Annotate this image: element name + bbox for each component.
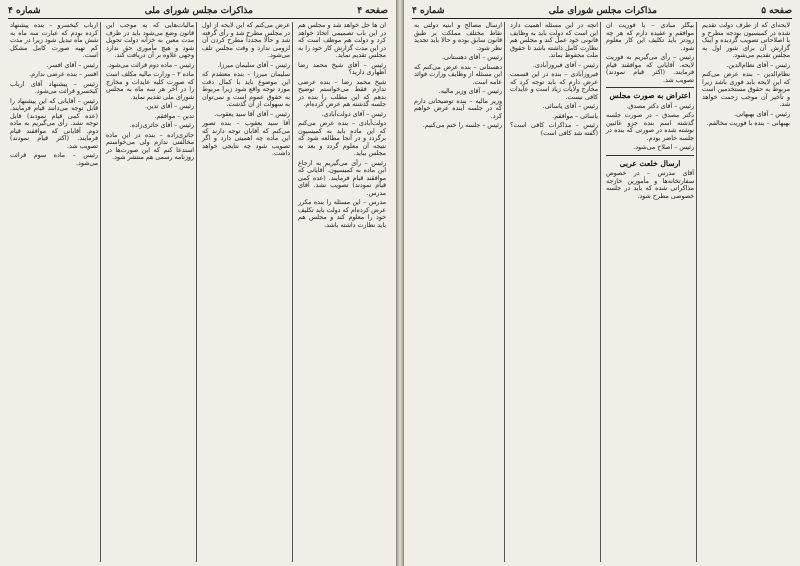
paragraph: رئیس – آقای نظام‌الدین.	[726, 61, 790, 69]
paragraph: شیخ محمد رضا – بنده عرضی ندارم فقط می‌خواستم توضیح بدهم که این مطلب را بنده در جلسه گذشته هم عرض کرده‌ام.	[298, 78, 386, 108]
paragraph: حائری‌زاده – بنده در این ماده مخالفتی ندارم ولی می‌خواستم استدعا کنم که این صورت‌ها در روزنامه رسمی هم منتشر شود.	[106, 131, 194, 161]
book-gutter	[396, 0, 404, 566]
paragraph: رئیس – آقای سلیمان میرزا.	[217, 61, 290, 69]
paragraph: رئیس – مذاکرات کافی است؟ (گفته شد کافی است)	[510, 122, 598, 137]
paragraph: رئیس – آقای افسر.	[46, 61, 98, 69]
paragraph: رئیس – آقای وزیر مالیه.	[438, 88, 502, 95]
paragraph: دکتر مصدق – در صورت جلسه گذشته اسم بنده جزو غائبین نوشته شده در صورتی که بنده در جلسه حاضر بودم.	[606, 112, 694, 142]
paragraph: عرض می‌کنم که این لایحه از اول در مجلس مطرح شد و رأی گرفته شد و حالا مجدداً مطرح کردن آن لزومی ندارد و وقت مجلس تلف می‌شود.	[202, 22, 290, 59]
paragraph: بیگلر مبادی – با فوریت آن موافقم و عقیده دارم که هر چه زودتر باید تکلیف این کار معلوم شود.	[606, 22, 694, 52]
page-right-column-2	[604, 22, 697, 562]
paragraph: رئیس – آقای بهبهانی.	[734, 110, 790, 118]
paragraph: آقا سید یعقوب – بنده تصور می‌کنم که آقایان توجه دارند که این ماده چه اهمیتی دارد و اگر تصویب شود چه نتایجی خواهد داشت.	[202, 120, 290, 157]
page-right-title: مذاکرات مجلس شورای ملی	[548, 6, 657, 16]
page-right-header	[412, 4, 792, 19]
paragraph: فیروزآبادی – بنده در این قسمت عرض دارم که باید توجه کرد که مخارج ولایات زیاد است و عایدات کافی نیست.	[510, 71, 598, 101]
page-right-page-label: صفحه ۵	[761, 6, 792, 16]
paragraph: رئیس – آقای دکتر مصدق.	[626, 102, 694, 110]
paragraph: ماده ۲ – وزارت مالیه مکلف است که صورت کلیه عایدات و مخارج را در آخر هر سه ماه به مجلس شورای ملی تقدیم نماید.	[106, 71, 194, 101]
paragraph: رئیس – آقای یاسائی.	[542, 103, 598, 110]
section-divider	[606, 87, 694, 88]
section-divider	[606, 155, 694, 156]
paragraph: رئیس – اصلاح می‌شود.	[633, 144, 694, 151]
page-left-column-4	[8, 22, 101, 562]
paragraph: آنچه در این مسئله اهمیت دارد این است که دولت باید به وظایف قانونی خود عمل کند و مجلس هم نظارت کامل داشته باشد تا حقوق ملت محفوظ بماند.	[510, 22, 598, 59]
page-left-column-2	[200, 22, 293, 562]
page-right-issue: شماره ۴	[412, 6, 445, 16]
paragraph: رئیس – ماده سوم قرائت می‌شود.	[10, 152, 98, 167]
paragraph: ارسال مصالح و ابنیه دولتی به نقاط مختلف مملکت بر طبق قانون سابق بوده و حالا باید تجدید نظر شود.	[414, 22, 502, 52]
section-heading: اعتراض به صورت مجلس	[609, 91, 691, 100]
paragraph: وزیر مالیه – بنده توضیحاتی دارم که در جلسه آینده عرض خواهم کرد.	[414, 97, 502, 120]
paragraph: رئیس – رأی می‌گیریم به ارجاع این ماده به کمیسیون. آقایانی که موافقند قیام فرمایند. (عده کمی قیام نمودند) تصویب نشد. آقای مدرس.	[298, 159, 386, 197]
page-right-column-1	[700, 22, 792, 562]
paragraph: رئیس – پیشنهاد آقای ارباب کیخسرو قرائت می‌شود.	[10, 80, 98, 95]
page-right	[404, 0, 800, 566]
paragraph: رئیس – آقای آقا سید یعقوب.	[214, 110, 290, 118]
paragraph: رئیس – آقای فیروزآبادی.	[532, 61, 598, 69]
paragraph: دولت‌آبادی – بنده عرض می‌کنم که این ماده باید به کمیسیون برگردد و در آنجا مطالعه شود که نتیجه آن معلوم گردد و بعد به مجلس بیاید.	[298, 120, 386, 157]
paragraph: رئیس – ماده دوم قرائت می‌شود.	[106, 61, 194, 69]
paragraph: رئیس – آقای دولت‌آبادی.	[321, 110, 386, 118]
paragraph: مدرس – این مسئله را بنده مکرر عرض کرده‌ام که دولت باید تکلیف خود را معلوم کند و مجلس هم باید نظارت داشته باشد.	[298, 199, 386, 229]
paragraph: رئیس – آقایانی که این پیشنهاد را قابل توجه می‌دانند قیام فرمایند. (عده کمی قیام نمودند) قابل توجه نشد. رأی می‌گیریم به ماده دوم. آقایانی که موافقند قیام فرمایند. (اکثر قیام نمودند) تصویب شد.	[10, 97, 98, 150]
page-right-column-4	[412, 22, 505, 562]
paragraph: مالیات‌هایی که به موجب این قانون وضع می‌شود باید در ظرف مدت معین به خزانه دولت تحویل شود و هیچ مأموری حق ندارد وجهی علاوه بر آن دریافت کند.	[106, 22, 194, 59]
paragraph: آقای مدرس – در خصوص سفارتخانه‌ها و مأمورین خارجه مذاکراتی شده که باید در جلسه خصوصی مطرح شود.	[606, 170, 694, 200]
paragraph: آن ‌ها حل خواهد شد و مجلس هم در این باب تصمیمی اتخاذ خواهد کرد و دولت هم موظف است که در این مدت گزارش کار خود را به مجلس تقدیم نماید.	[298, 22, 386, 59]
paragraph: رئیس – رأی می‌گیریم به فوریت لایحه. آقایانی که موافقند قیام فرمایند. (اکثر قیام نمودند) تصویب شد.	[606, 54, 694, 84]
paragraph: رئیس – آقای تدین.	[144, 103, 194, 110]
paragraph: بهبهانی – بنده با فوریت مخالفم.	[706, 120, 790, 127]
page-right-columns	[412, 22, 792, 562]
page-left	[0, 0, 396, 566]
page-left-column-1	[296, 22, 388, 562]
page-left-columns	[8, 22, 388, 562]
section-heading: ارسال خلعت عربی	[619, 158, 681, 168]
paragraph: دهستانی – بنده عرض می‌کنم که این مسئله از وظایف وزارت فوائد عامه است.	[414, 63, 502, 86]
paragraph: رئیس – آقای دهستانی.	[441, 54, 502, 61]
paragraph: تدین – موافقم.	[154, 112, 194, 120]
paragraph: رئیس – آقای شیخ محمد رضا اظهاری دارید؟	[298, 61, 386, 76]
page-right-column-3	[508, 22, 601, 562]
paragraph: لایحه‌ای که از طرف دولت تقدیم شده در کمیسیون بودجه مطرح و با اصلاحاتی تصویب گردیده و اینک گزارش آن برای شور اول به مجلس تقدیم می‌شود.	[702, 22, 790, 59]
page-left-column-3	[104, 22, 197, 562]
paragraph: یاسائی – موافقم.	[552, 112, 598, 120]
paragraph: افسر – بنده عرضی ندارم.	[29, 71, 98, 78]
paragraph: رئیس – جلسه را ختم می‌کنیم.	[422, 122, 502, 129]
page-left-header	[8, 4, 388, 19]
paragraph: ارباب کیخسرو – بنده پیشنهاد کرده بودم که عبارت سه ماه به شش ماه تبدیل شود زیرا در مدت کم تهیه صورت کامل مشکل است.	[10, 22, 98, 59]
page-left-page-label: صفحه ۴	[357, 6, 388, 16]
page-left-title: مذاکرات مجلس شورای ملی	[144, 6, 253, 16]
page-left-issue: شماره ۴	[8, 6, 41, 16]
paragraph: رئیس – آقای حائری‌زاده.	[129, 122, 194, 129]
paragraph: سلیمان میرزا – بنده معتقدم که این موضوع باید با کمال دقت مورد توجه واقع شود زیرا مربوط به حقوق عموم است و نمی‌توان به سهولت از آن گذشت.	[202, 71, 290, 108]
paragraph: نظام‌الدین – بنده عرض می‌کنم که این لایحه باید فوری باشد زیرا مربوط به حقوق مستخدمین است و تأخیر آن موجب زحمت خواهد شد.	[702, 71, 790, 108]
